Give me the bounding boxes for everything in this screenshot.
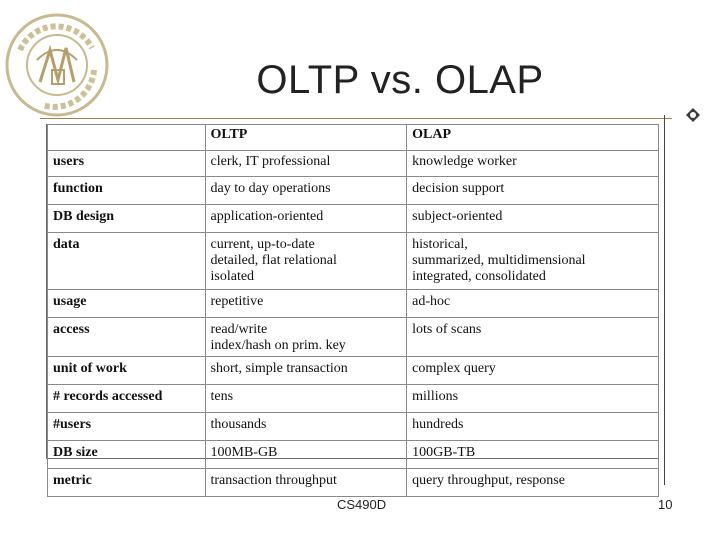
olap-cell: 100GB-TB — [407, 441, 659, 469]
table-row — [48, 413, 659, 441]
right-divider — [664, 115, 665, 485]
oltp-cell — [205, 233, 407, 290]
cell-line: detailed, flat relational — [210, 253, 337, 268]
cell-line: summarized, multidimensional — [412, 253, 586, 268]
slide-title: OLTP vs. OLAP — [256, 58, 544, 102]
page-number: 10 — [658, 497, 673, 512]
table-row — [48, 357, 659, 385]
oltp-cell: thousands — [205, 413, 407, 441]
oltp-cell: 100MB-GB — [205, 441, 407, 469]
table-row — [48, 233, 659, 290]
olap-cell: knowledge worker — [407, 151, 659, 177]
row-label: #users — [48, 413, 206, 441]
table-row — [48, 177, 659, 205]
row-label: unit of work — [48, 357, 206, 385]
cell-line: historical, — [412, 237, 468, 252]
cell-line: read/write — [210, 322, 268, 337]
header-cell-empty — [48, 125, 206, 151]
row-label: # records accessed — [48, 385, 206, 413]
oltp-cell: tens — [205, 385, 407, 413]
table-row — [48, 469, 659, 497]
table-row — [48, 151, 659, 177]
header-cell-olap: OLAP — [407, 125, 659, 151]
table-row — [48, 290, 659, 318]
row-label: metric — [48, 469, 206, 497]
table-row — [48, 441, 659, 469]
row-label: data — [48, 233, 206, 290]
olap-cell: decision support — [407, 177, 659, 205]
row-label: users — [48, 151, 206, 177]
row-label: function — [48, 177, 206, 205]
oltp-cell: short, simple transaction — [205, 357, 407, 385]
olap-cell: lots of scans — [407, 318, 659, 357]
ornament-icon — [684, 106, 702, 124]
olap-cell: complex query — [407, 357, 659, 385]
table-header-row — [48, 125, 659, 151]
oltp-cell: transaction throughput — [205, 469, 407, 497]
oltp-cell: clerk, IT professional — [205, 151, 407, 177]
oltp-cell: application-oriented — [205, 205, 407, 233]
cell-line: integrated, consolidated — [412, 269, 546, 284]
olap-cell: ad-hoc — [407, 290, 659, 318]
row-label: DB size — [48, 441, 206, 469]
cell-line: isolated — [210, 269, 255, 284]
header-cell-oltp: OLTP — [205, 125, 407, 151]
comparison-table-frame — [46, 124, 659, 488]
row-label: DB design — [48, 205, 206, 233]
cell-line: current, up-to-date — [210, 237, 315, 252]
footer-course-label: CS490D — [337, 497, 387, 512]
comparison-table — [47, 124, 659, 497]
oltp-cell: repetitive — [205, 290, 407, 318]
row-label: usage — [48, 290, 206, 318]
olap-cell: subject-oriented — [407, 205, 659, 233]
oltp-cell — [205, 318, 407, 357]
olap-cell: hundreds — [407, 413, 659, 441]
cell-line: index/hash on prim. key — [210, 338, 346, 353]
olap-cell: millions — [407, 385, 659, 413]
title-divider — [40, 118, 672, 119]
oltp-cell: day to day operations — [205, 177, 407, 205]
table-row — [48, 205, 659, 233]
olap-cell: query throughput, response — [407, 469, 659, 497]
table-row — [48, 318, 659, 357]
table-row — [48, 385, 659, 413]
row-label: access — [48, 318, 206, 357]
olap-cell — [407, 233, 659, 290]
